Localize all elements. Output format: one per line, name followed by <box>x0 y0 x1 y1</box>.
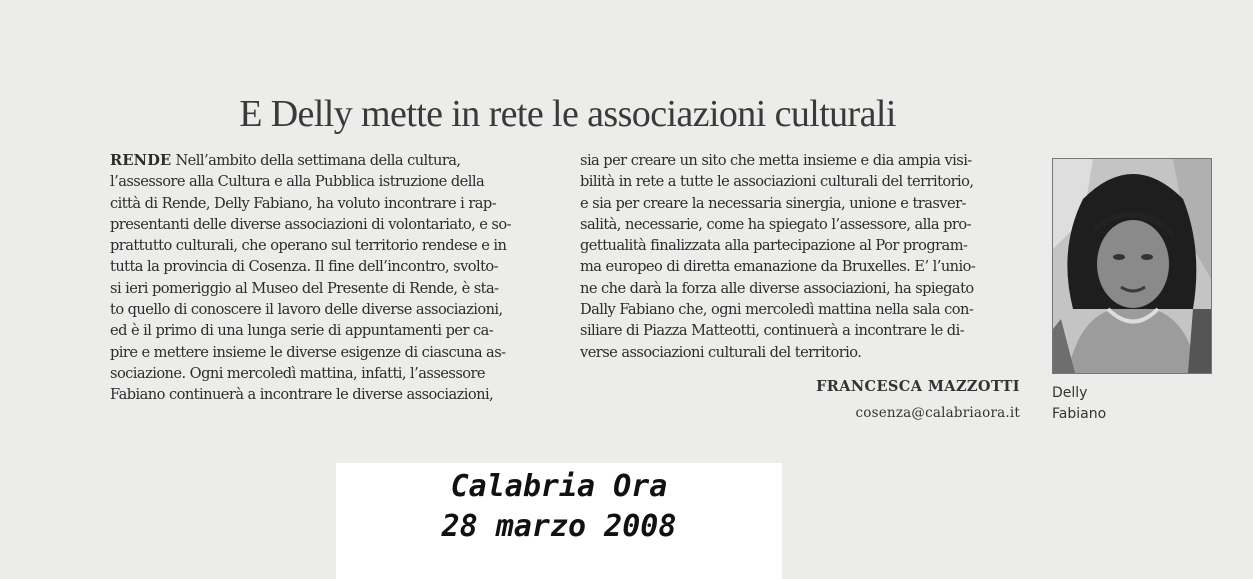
text-line: RENDE Nell’ambito della settimana della cultura, <box>110 152 461 169</box>
article-column-1 <box>110 150 555 406</box>
text-line: salità, necessarie, come ha spiegato l’assessore, alla pro- <box>580 215 971 233</box>
text-line: sociazione. Ogni mercoledì mattina, infatti, l’assessore <box>110 364 486 382</box>
text-line: ma europeo di diretta emanazione da Bruxelles. E’ l’unio- <box>580 258 976 276</box>
portrait-photo <box>1052 158 1212 374</box>
article-headline: E Delly mette in rete le associazioni culturali <box>239 93 896 135</box>
text-line: Fabiano continuerà a incontrare le diverse associazioni, <box>110 386 494 404</box>
text-line: verse associazioni culturali del territorio. <box>580 343 862 361</box>
text-line: pire e mettere insieme le diverse esigenze di ciascuna as- <box>110 343 506 361</box>
author-email: cosenza@calabriaora.it <box>855 405 1020 421</box>
portrait-image <box>1053 159 1211 373</box>
text-line: sia per creare un sito che metta insieme e dia ampia visi- <box>580 152 972 169</box>
text-line: presentanti delle diverse associazioni di volontariato, e so- <box>110 215 511 233</box>
source-label <box>336 463 782 579</box>
text-line: si ieri pomeriggio al Museo del Presente di Rende, è sta- <box>110 279 499 297</box>
author-byline: FRANCESCA MAZZOTTI <box>816 378 1020 395</box>
newspaper-name: Calabria Ora <box>450 469 668 504</box>
dateline: RENDE <box>110 152 172 169</box>
text-line: prattutto culturali, che operano sul territorio rendese e in <box>110 237 507 255</box>
text-line: ne che darà la forza alle diverse associazioni, ha spiegato <box>580 279 974 297</box>
text-line: e sia per creare la necessaria sinergia, unione e trasver- <box>580 194 966 212</box>
text-line: tutta la provincia di Cosenza. Il fine dell’incontro, svolto- <box>110 258 499 276</box>
text-line: bilità in rete a tutte le associazioni culturali del territorio, <box>580 173 974 191</box>
text-line: ed è il primo di una lunga serie di appuntamenti per ca- <box>110 322 494 340</box>
text-line: to quello di conoscere il lavoro delle diverse associazioni, <box>110 301 503 319</box>
article-column-2 <box>580 150 1020 363</box>
text-line: città di Rende, Delly Fabiano, ha voluto incontrare i rap- <box>110 194 497 212</box>
publication-date: 28 marzo 2008 <box>441 509 677 544</box>
photo-caption <box>1052 383 1106 425</box>
caption-line: Fabiano <box>1052 406 1107 422</box>
text-line: Dally Fabiano che, ogni mercoledì mattina nella sala con- <box>580 301 974 319</box>
text-line: l’assessore alla Cultura e alla Pubblica istruzione della <box>110 173 485 191</box>
text-line: gettualità finalizzata alla partecipazione al Por program- <box>580 237 968 255</box>
caption-line: Delly <box>1052 385 1088 401</box>
text-line: siliare di Piazza Matteotti, continuerà a incontrare le di- <box>580 322 965 340</box>
